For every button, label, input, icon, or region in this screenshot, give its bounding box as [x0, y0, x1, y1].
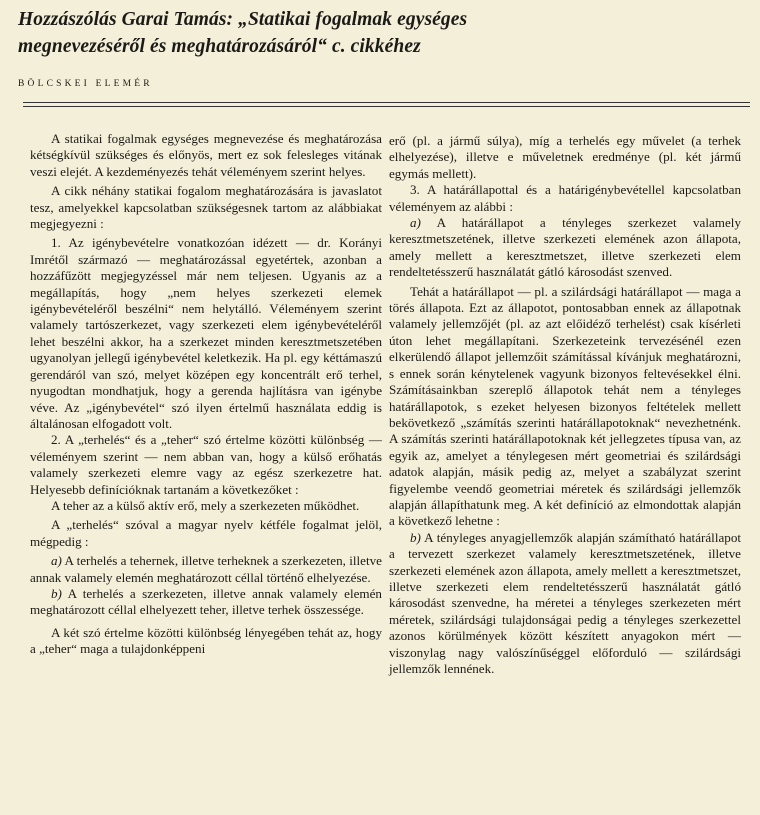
author-name: BÖLCSKEI ELEMÉR — [18, 79, 153, 89]
item-label: b) — [410, 529, 421, 545]
item-text: A határállapot a tényleges szerkezet valamely keresztmetszetének, illetve szerkezeti elemének azon állapota, amely mellett a keresztmetszet, illetve szerkezeti elem rendeltetésszerű használatát gátló károsodást szenved. — [389, 215, 741, 280]
header-rule-top — [23, 102, 750, 103]
paragraph: A statikai fogalmak egységes megnevezése és meghatározása kétségkívül szükséges és előnyös, mert ez sok felesleges vitának veszi elejét. A kezdeményezés tehát véleményem szerint helyes. — [30, 131, 382, 179]
paragraph: A „terhelés“ szóval a magyar nyelv kétféle fogalmat jelöl, mégpedig : — [30, 517, 382, 549]
list-item-a — [30, 553, 382, 586]
paragraph: 1. Az igénybevételre vonatkozóan idézett — dr. Korányi Imrétől származó — meghatározással egyetértek, azonban a hozzáfűzött megjegyzéssel már nem teljesen. Ugyanis az a megállapítás, hogy „nem helyes szerkezeti elemek igénybevételéről beszélni“ nem helytálló. Véleményem szerint valamely tartószerkezet, vagy szerkezeti elem igénybevételéről lehet beszélni akkor, ha a szerkezet minden keresztmetszetében ugyanolyan jellegű igénybevétel keletkezik. Ha pl. egy kéttámaszú gerendáról van szó, melyet középen egy koncentrált erő terhel, nyugodtan mondhatjuk, hogy a gerenda hajlításra van igénybe véve. Az „igénybevétel“ szó ilyen értelmű használata eddig is általánosan elfogadott volt. — [30, 235, 382, 431]
title-line-2: megnevezéséről és meghatározásáról“ c. cikkéhez — [18, 36, 421, 57]
paragraph: Tehát a határállapot — pl. a szilárdsági határállapot — maga a törés állapota. Ezt az állapotot, pontosabban ennek az állapotnak valamely jellemzőjét (pl. az azt előidéző terhelést) csak kísérleti úton lehet megállapítani. Szerkezeteink tervezésénél ezen elkerülendő állapot jellemzőit számítással kívánjuk meghatározni, s ennek során kénytelenek vagyunk bizonyos feltevésekkel élni. Számításainkban szereplő állapotok tehát nem a tényleges határállapotok, s ezeket helyesen bizonyos feltételek mellett bekövetkező „számítás szerinti határállapotoknak“ nevezhetnénk. A számítás szerinti határállapotoknak két jellegzetes típusa van, az egyik az, amelyet a ténylegesen mért geometriai és szilárdsági adatok alapján, másik pedig az, melyet a szabályzat szerint figyelembe veendő geometriai méretek és szilárdsági jellemzők alapján állapíthatunk meg. A két definíció az elmondottak alapján a következő lehetne : — [389, 283, 741, 529]
paragraph: 3. A határállapottal és a határigénybevétellel kapcsolatban véleményem az alábbi : — [389, 182, 741, 214]
header-rule-bottom — [23, 106, 750, 107]
list-item-a — [389, 215, 741, 281]
item-label: b) — [51, 585, 62, 601]
paragraph: A két szó értelme közötti különbség lényegében tehát az, hogy a „teher“ maga a tulajdonképpeni — [30, 624, 382, 657]
list-item-b — [389, 530, 741, 678]
item-text: A terhelés a tehernek, illetve terheknek a szerkezeten, illetve annak valamely elemén meghatározott céllal történő elhelyezése. — [30, 553, 382, 585]
title-line-1: Hozzászólás Garai Tamás: „Statikai fogalmak egységes — [18, 9, 468, 30]
item-label: a) — [410, 215, 421, 231]
item-label: a) — [51, 553, 62, 569]
paragraph: A cikk néhány statikai fogalom meghatározására is javaslatot tesz, amelyekkel kapcsolatban szükségesnek tartom az alábbiakat megjegyezni : — [30, 183, 382, 232]
paragraph: A teher az a külső aktív erő, mely a szerkezeten működhet. — [51, 497, 360, 513]
list-item-b — [30, 586, 382, 619]
item-text: A tényleges anyagjellemzők alapján számítható határállapot a tervezett szerkezet valamely keresztmetszetének, illetve szerkezeti elemének azon állapota, amely mellett a keresztmetszet, illetve szerkezeti elem rendeltetésszerű használatát gátló károsodást szenvedne, ha méretei a tényleges szerkezeten mért méretek, szilárdsági tulajdonságai pedig a tényleges szerkezettel azonos körülmények között készített anyagokon mért — viszonylag nagy valószínűséggel előforduló — szilárdsági jellemzők lennének. — [389, 529, 741, 676]
article-title — [18, 6, 748, 60]
left-column — [30, 131, 382, 658]
right-column — [389, 133, 741, 677]
paragraph: erő (pl. a jármű súlya), míg a terhelés egy művelet (a terhek elhelyezése), illetve e műveletnek eredménye (pl. két jármű egymás mellett). — [389, 133, 741, 181]
item-text: A terhelés a szerkezeten, illetve annak valamely elemén meghatározott céllal elhelyezett teher, illetve terhek összessége. — [30, 585, 382, 618]
paragraph: 2. A „terhelés“ és a „teher“ szó értelme közötti különbség — véleményem szerint — nem abban van, hogy a külső erőhatás valamely szerkezeti elemre vagy az egész szerkezetre hat. Helyesebb definícióknak tartanám a következőket : — [30, 432, 382, 497]
